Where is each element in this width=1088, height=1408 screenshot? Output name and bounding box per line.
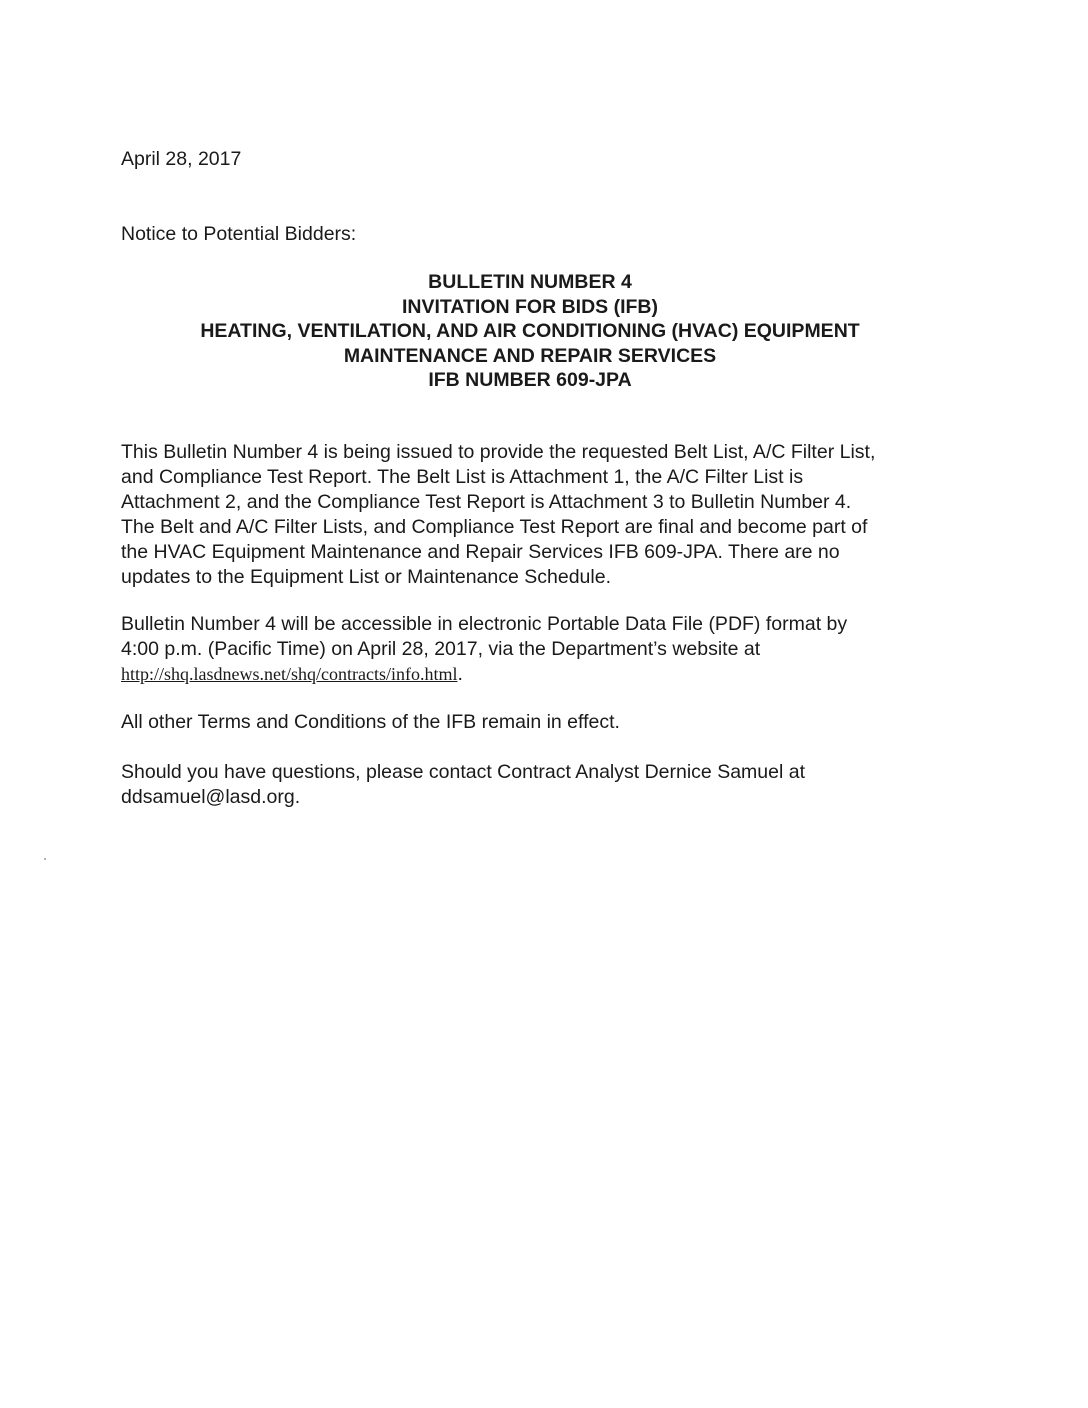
paragraph-contact (121, 760, 961, 810)
heading-line: BULLETIN NUMBER 4 (428, 271, 632, 293)
heading-line: IFB NUMBER 609-JPA (428, 369, 632, 392)
bulletin-heading (121, 270, 939, 393)
paragraph-line: and Compliance Test Report. The Belt List is Attachment 1, the A/C Filter List is (121, 466, 804, 488)
paragraph-line: Should you have questions, please contact Contract Analyst Dernice Samuel at (121, 761, 805, 783)
paragraph-line: This Bulletin Number 4 is being issued to provide the requested Belt List, A/C Filter List, (121, 441, 876, 463)
paragraph-line: the HVAC Equipment Maintenance and Repair Services IFB 609-JPA. There are no (121, 541, 840, 563)
paragraph-line-with-link (121, 662, 961, 687)
paragraph-line: updates to the Equipment List or Maintenance Schedule. (121, 566, 611, 588)
link-suffix: . (457, 663, 463, 685)
heading-line: MAINTENANCE AND REPAIR SERVICES (343, 344, 717, 367)
letter-date: April 28, 2017 (121, 148, 242, 170)
salutation: Notice to Potential Bidders: (121, 223, 357, 245)
paragraph-attachments (121, 440, 961, 590)
heading-line: INVITATION FOR BIDS (IFB) (401, 295, 658, 318)
paragraph-line: Bulletin Number 4 will be accessible in electronic Portable Data File (PDF) format by (121, 613, 848, 635)
paragraph-availability (121, 612, 961, 687)
paragraph-line: The Belt and A/C Filter Lists, and Compliance Test Report are final and become part of (121, 516, 868, 538)
scan-speck (44, 858, 46, 860)
paragraph-line: All other Terms and Conditions of the IFB remain in effect. (121, 711, 620, 733)
paragraph-line: Attachment 2, and the Compliance Test Report is Attachment 3 to Bulletin Number 4. (121, 491, 852, 513)
paragraph-terms (121, 710, 961, 735)
heading-line: HEATING, VENTILATION, AND AIR CONDITIONING (HVAC) EQUIPMENT (200, 320, 860, 343)
contracts-website-link[interactable]: http://shq.lasdnews.net/shq/contracts/info.html (121, 664, 458, 684)
contact-email: ddsamuel@lasd.org. (121, 786, 301, 808)
paragraph-line: 4:00 p.m. (Pacific Time) on April 28, 2017, via the Department’s website at (121, 638, 761, 660)
